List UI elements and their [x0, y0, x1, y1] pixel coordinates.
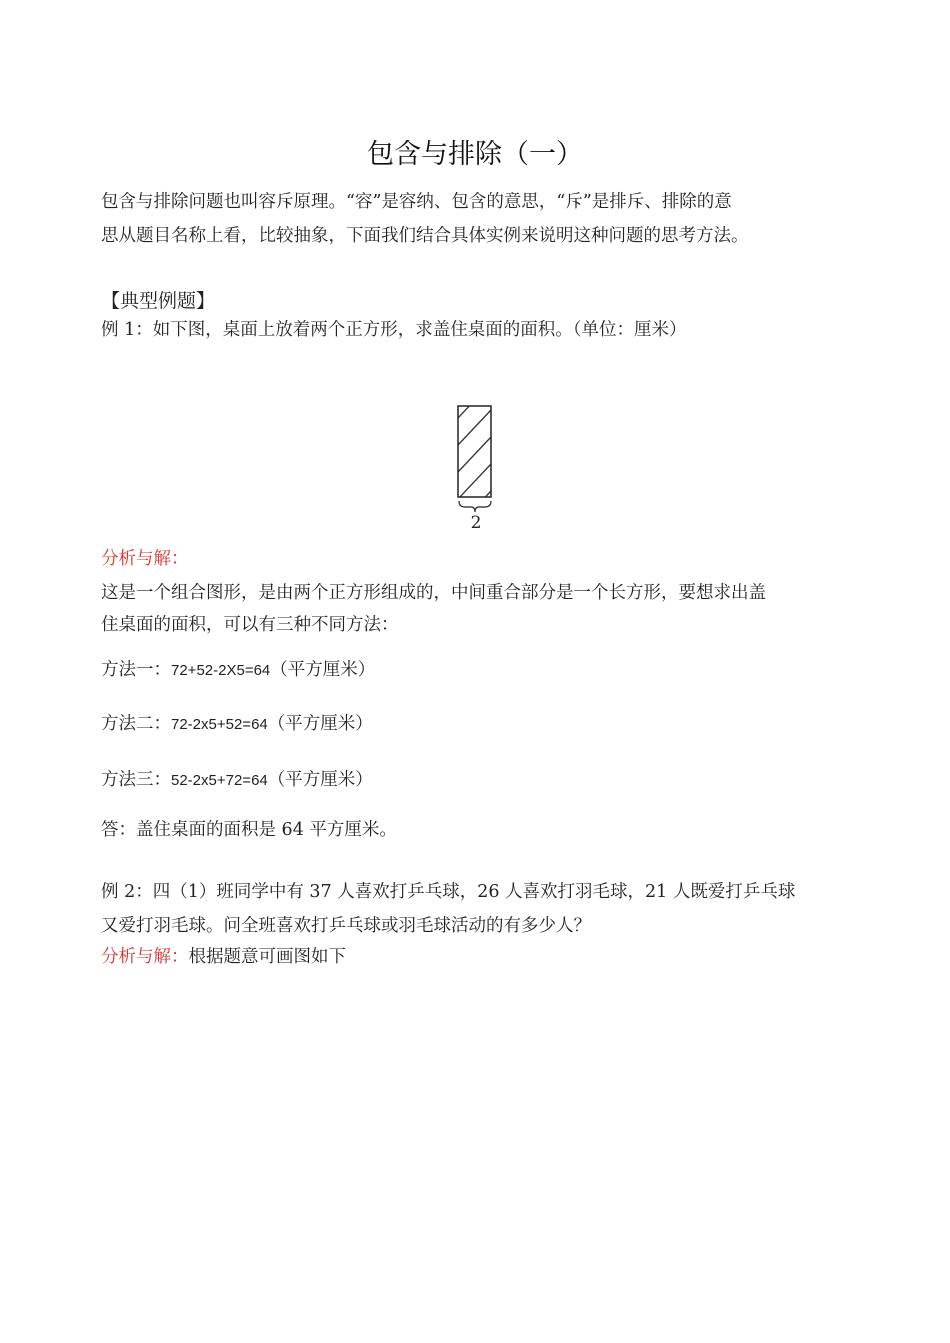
- width-brace: [459, 501, 491, 512]
- example2-analysis-label: 分析与解：: [101, 947, 189, 967]
- method-3-label: 方法三：: [101, 770, 171, 790]
- example1-analysis-line-2: 住桌面的面积，可以有三种不同方法：: [101, 615, 399, 635]
- method-1: [101, 653, 375, 688]
- method-2-formula: 72-2x5+52=64: [171, 716, 268, 733]
- page-title: 包含与排除（一）: [367, 139, 583, 170]
- overlap-rectangle-diagram: [440, 400, 520, 535]
- method-1-unit: （平方厘米）: [270, 660, 376, 680]
- example2-line-2: 又爱打羽毛球。问全班喜欢打乒乓球或羽毛球活动的有多少人？: [101, 916, 591, 936]
- example1-question: 例 1：如下图，桌面上放着两个正方形，求盖住桌面的面积。（单位：厘米）: [101, 320, 687, 340]
- method-2-label: 方法二：: [101, 714, 171, 734]
- method-3-formula: 52-2x5+72=64: [171, 772, 268, 789]
- example1-answer: 答：盖住桌面的面积是 64 平方厘米。: [101, 820, 397, 840]
- example2-line-1: 例 2：四（1）班同学中有 37 人喜欢打乒乓球，26 人喜欢打羽毛球，21 人既爱打乒乓球: [101, 882, 796, 902]
- overlap-rectangle: [458, 406, 491, 497]
- example1-analysis-label: 分析与解：: [101, 549, 189, 569]
- method-2: [101, 707, 373, 742]
- example2-analysis: [101, 940, 346, 974]
- intro-line-2: 思从题目名称上看，比较抽象，下面我们结合具体实例来说明这种问题的思考方法。: [101, 226, 749, 246]
- method-1-formula: 72+52-2X5=64: [171, 662, 271, 679]
- example1-analysis-line-1: 这是一个组合图形，是由两个正方形组成的，中间重合部分是一个长方形，要想求出盖: [101, 583, 766, 603]
- method-3-unit: （平方厘米）: [267, 770, 373, 790]
- method-1-label: 方法一：: [101, 660, 171, 680]
- method-2-unit: （平方厘米）: [267, 714, 373, 734]
- method-3: [101, 763, 373, 798]
- example1-figure: [440, 400, 520, 539]
- example2-analysis-text: 根据题意可画图如下: [188, 947, 346, 967]
- width-label: 2: [470, 513, 482, 533]
- intro-line-1: 包含与排除问题也叫容斥原理。“容”是容纳、包含的意思，“斥”是排斥、排除的意: [101, 192, 732, 212]
- section-heading: 【典型例题】: [101, 290, 216, 312]
